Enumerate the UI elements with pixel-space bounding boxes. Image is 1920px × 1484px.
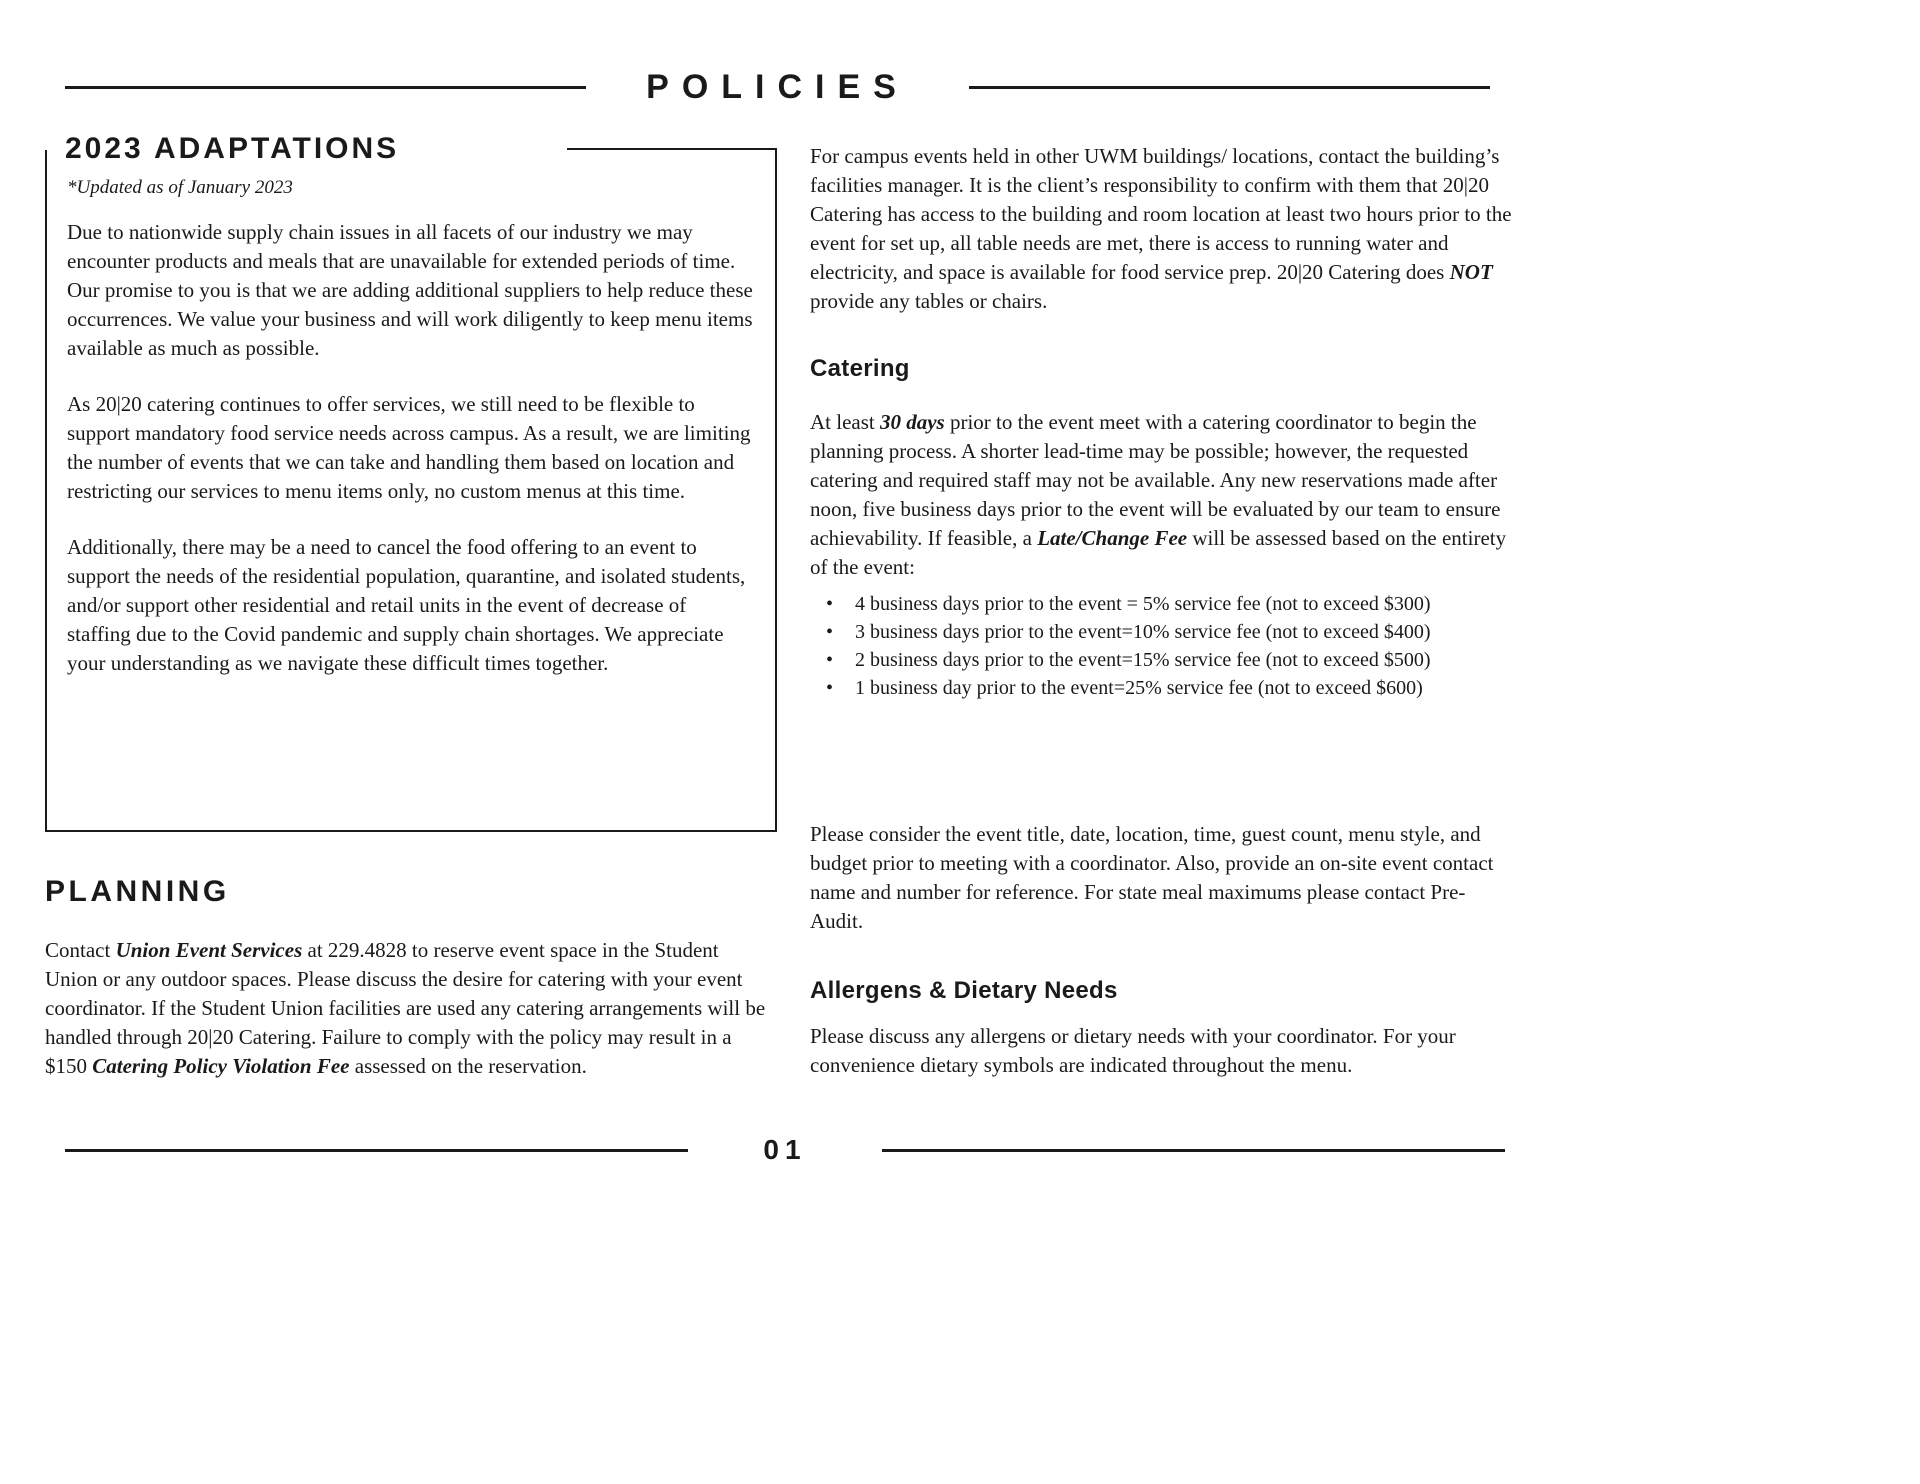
header-rule-left: [65, 86, 586, 89]
right-column: [810, 142, 1518, 1080]
text-segment: will be assessed based on the entirety of the event:: [810, 526, 1507, 579]
footer-rule-left: [65, 1149, 688, 1152]
planning-paragraph: [45, 936, 767, 1081]
adaptations-section: [45, 132, 777, 832]
adaptations-box-top-rule: [567, 148, 777, 150]
allergens-heading: Allergens & Dietary Needs: [810, 977, 1118, 1004]
page-footer: [65, 1128, 1505, 1172]
page-number: 01: [763, 1134, 807, 1165]
emphasized-text: NOT: [1449, 260, 1493, 284]
footer-rule-right: [882, 1149, 1505, 1152]
updated-note: *Updated as of January 2023: [67, 177, 293, 198]
catering-paragraph: [810, 408, 1518, 582]
emphasized-text: Late/Change Fee: [1037, 526, 1188, 550]
allergens-paragraph: Please discuss any allergens or dietary needs with your coordinator. For your convenience dietary symbols are indicated throughout the menu.: [810, 1024, 1456, 1077]
emphasized-text: Union Event Services: [115, 938, 303, 962]
consider-paragraph: Please consider the event title, date, location, time, guest count, menu style, and budget prior to meeting with a coordinator. Also, provide an on-site event contact name and number for reference. For state meal maximums please contact Pre-Audit.: [810, 822, 1494, 933]
text-segment: assessed on the reservation.: [349, 1054, 587, 1078]
fee-bullet-item: • 2 business days prior to the event=15% service fee (not to exceed $500): [810, 646, 1518, 674]
page-title: POLICIES: [646, 68, 909, 106]
late-change-fee-list: [810, 590, 1518, 702]
text-segment: provide any tables or chairs.: [810, 289, 1048, 313]
fee-bullet-item: • 4 business days prior to the event = 5% service fee (not to exceed $300): [810, 590, 1518, 618]
fee-bullet-item: • 1 business day prior to the event=25% service fee (not to exceed $600): [810, 674, 1518, 702]
emphasized-text: 30 days: [879, 410, 945, 434]
text-segment: At least: [810, 410, 880, 434]
header-rule-right: [969, 86, 1490, 89]
text-segment: For campus events held in other UWM buildings/ locations, contact the building’s facilities manager. It is the client’s responsibility to confirm with them that 20|20 Catering has access to the building and room location at least two hours prior to the event for set up, all table needs are met, there is access to running water and electricity, and space is available for food service prep. 20|20 Catering does: [810, 144, 1512, 284]
planning-section: [45, 874, 767, 1081]
campus-events-paragraph: [810, 142, 1518, 316]
text-segment: Contact: [45, 938, 116, 962]
text-segment: at 229.4828 to reserve event space in the Student Union or any outdoor spaces. Please discuss the desire for catering with your event coordinator. If the Student Union facilities are used any catering arrangements will be handled through 20|20 Catering. Failure to comply with the policy may result in a $150: [45, 938, 766, 1078]
text-segment: prior to the event meet with a catering coordinator to begin the planning process. A shorter lead-time may be possible; however, the requested catering and required staff may not be available. Any new reservations made after noon, five business days prior to the event will be evaluated by our team to ensure achievability. If feasible, a: [810, 410, 1501, 550]
adaptations-paragraph-3: Additionally, there may be a need to cancel the food offering to an event to support the needs of the residential population, quarantine, and isolated students, and/or support other residential and retail units in the event of decrease of staffing due to the Covid pandemic and supply chain shortages. We appreciate your understanding as we navigate these difficult times together.: [67, 535, 746, 675]
adaptations-heading: 2023 ADAPTATIONS: [65, 132, 400, 165]
emphasized-text: Catering Policy Violation Fee: [92, 1054, 350, 1078]
adaptations-paragraph-2: As 20|20 catering continues to offer services, we still need to be flexible to support mandatory food service needs across campus. As a result, we are limiting the number of events that we can take and handling them based on location and restricting our services to menu items only, no custom menus at this time.: [67, 392, 751, 503]
planning-heading: PLANNING: [45, 875, 230, 908]
fee-bullet-item: • 3 business days prior to the event=10% service fee (not to exceed $400): [810, 618, 1518, 646]
adaptations-paragraph-1: Due to nationwide supply chain issues in all facets of our industry we may encounter products and meals that are unavailable for extended periods of time. Our promise to you is that we are adding additional suppliers to help reduce these occurrences. We value your business and will work diligently to keep menu items available as much as possible.: [67, 220, 753, 360]
catering-heading: Catering: [810, 355, 910, 382]
page-header: [65, 68, 1490, 107]
